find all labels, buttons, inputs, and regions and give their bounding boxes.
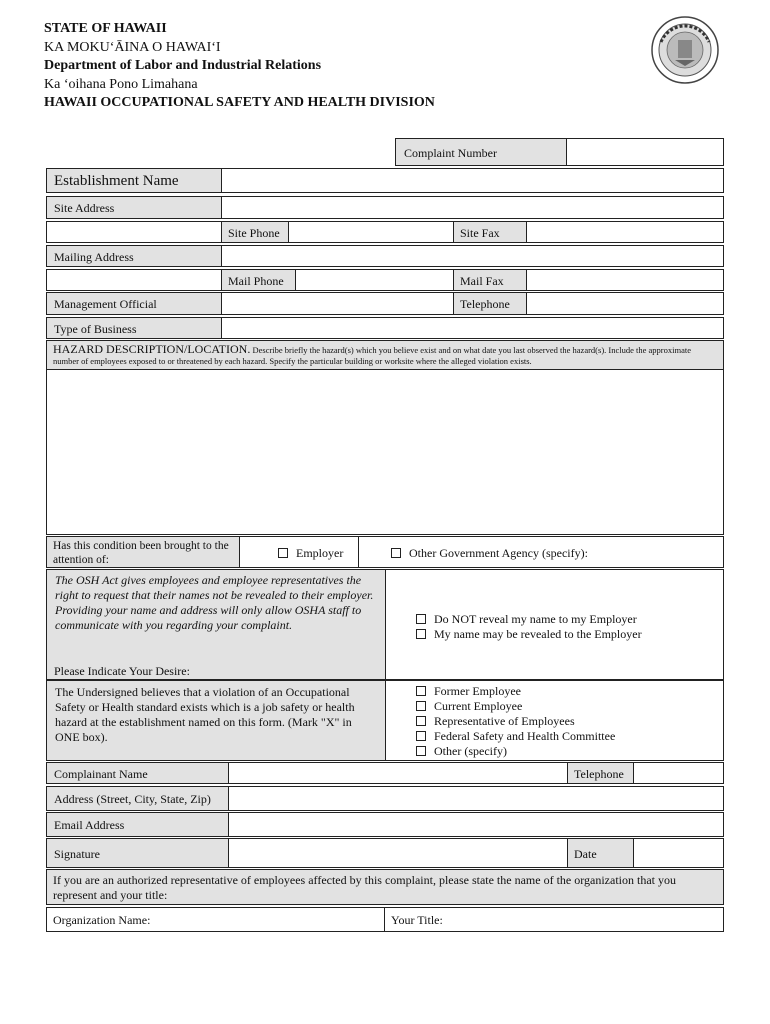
type-of-business-label: Type of Business [54,322,137,336]
state-title-hawaiian: KA MOKUʻĀINA O HAWAIʻI [44,39,221,55]
complainant-role-options-cell [385,680,724,761]
may-reveal-label: My name may be revealed to the Employer [434,627,642,641]
may-reveal-option[interactable] [416,627,642,641]
address-field[interactable] [228,786,724,811]
role-checkbox[interactable] [416,716,426,726]
other-agency-option-cell [358,536,724,568]
establishment-name-field[interactable] [221,168,724,193]
address-label: Address (Street, City, State, Zip) [54,792,211,806]
complainant-name-label: Complainant Name [54,767,148,781]
management-official-field[interactable] [221,292,454,315]
site-address-label-cell [46,196,222,219]
role-checkbox[interactable] [416,686,426,696]
complaint-number-label: Complaint Number [404,146,497,160]
site-address-label: Site Address [54,201,115,215]
site-phone-label: Site Phone [228,226,280,240]
role-option[interactable] [416,729,615,743]
site-fax-field[interactable] [526,221,724,243]
mailing-address-label: Mailing Address [54,250,134,264]
role-option[interactable] [416,684,521,698]
organization-name-field[interactable] [46,907,385,932]
representative-note: If you are an authorized representative of employees affected by this complaint, please state the name of the organization that you represent and your title: [53,873,676,902]
site-address-line2-field[interactable] [46,221,222,243]
state-title: STATE OF HAWAII [44,21,167,36]
other-agency-option-label: Other Government Agency (specify): [409,546,588,560]
site-phone-field[interactable] [288,221,454,243]
role-option[interactable] [416,714,575,728]
mail-fax-field[interactable] [526,269,724,291]
email-address-field[interactable] [228,812,724,837]
name-disclosure-options-cell [385,569,724,680]
email-address-label: Email Address [54,818,125,832]
letterhead [44,20,435,113]
complainant-name-field[interactable] [228,762,568,784]
telephone-label-cell [453,292,527,315]
date-field[interactable] [633,838,724,868]
role-label: Federal Safety and Health Committee [434,729,616,743]
your-title-label: Your Title: [391,913,443,927]
telephone-label: Telephone [460,297,510,311]
condition-question: Has this condition been brought to the attention of: [53,540,229,566]
state-seal-icon [651,16,719,84]
telephone-field[interactable] [526,292,724,315]
role-label: Other (specify) [434,744,507,758]
complainant-telephone-label: Telephone [574,767,624,781]
hazard-description-instructions: Describe briefly the hazard(s) which you believe exist and on what date you last observed the hazard(s). Include the approximate number of employees exposed to or threatened by each hazard. Specify the particular building or worksite where the alleged violation exists. [53,345,691,366]
role-option[interactable] [416,699,522,713]
role-checkbox[interactable] [416,731,426,741]
mail-phone-label-cell [221,269,296,291]
site-fax-label-cell [453,221,527,243]
role-label: Former Employee [434,684,521,698]
date-label: Date [574,847,597,861]
hazard-description-header [46,340,724,370]
condition-question-cell [46,536,240,568]
management-official-label: Management Official [54,297,157,311]
type-of-business-label-cell [46,317,222,339]
management-official-label-cell [46,292,222,315]
undersigned-statement-cell [46,680,386,761]
email-address-label-cell [46,812,229,837]
site-address-field[interactable] [221,196,724,219]
osh-act-notice: The OSH Act gives employees and employee representatives the right to request that their names not be revealed to their employer. Providing your name and address will only allow OSHA staff to communicate with you regarding your complaint. [55,573,374,632]
complainant-telephone-field[interactable] [633,762,724,784]
complainant-telephone-label-cell [567,762,634,784]
site-phone-label-cell [221,221,289,243]
address-label-cell [46,786,229,811]
do-not-reveal-checkbox[interactable] [416,614,426,624]
employer-option-label: Employer [296,546,344,560]
organization-name-label: Organization Name: [53,913,151,927]
complaint-number-label-cell [395,138,567,166]
hazard-description-field[interactable] [46,369,724,535]
may-reveal-checkbox[interactable] [416,629,426,639]
department-name: Department of Labor and Industrial Relations [44,58,322,73]
mail-fax-label: Mail Fax [460,274,504,288]
complaint-number-field[interactable] [566,138,724,166]
complainant-name-label-cell [46,762,229,784]
osh-act-notice-cell [46,569,386,680]
signature-label-cell [46,838,229,868]
indicate-desire-label: Please Indicate Your Desire: [54,664,190,678]
mail-phone-label: Mail Phone [228,274,284,288]
division-name: HAWAII OCCUPATIONAL SAFETY AND HEALTH DIVISION [44,95,435,110]
your-title-field[interactable] [384,907,724,932]
role-checkbox[interactable] [416,701,426,711]
date-label-cell [567,838,634,868]
mail-phone-field[interactable] [295,269,454,291]
employer-checkbox[interactable] [278,548,288,558]
do-not-reveal-option[interactable] [416,612,637,626]
signature-label: Signature [54,847,100,861]
type-of-business-field[interactable] [221,317,724,339]
mail-fax-label-cell [453,269,527,291]
role-option[interactable] [416,744,507,758]
role-checkbox[interactable] [416,746,426,756]
other-agency-option[interactable] [391,546,588,560]
mailing-address-label-cell [46,245,222,267]
department-name-hawaiian: Ka ʻoihana Pono Limahana [44,76,198,92]
establishment-name-label: Establishment Name [54,173,179,189]
role-label: Current Employee [434,699,523,713]
other-agency-checkbox[interactable] [391,548,401,558]
role-label: Representative of Employees [434,714,575,728]
employer-option-cell [239,536,359,568]
signature-field[interactable] [228,838,568,868]
hazard-description-text [53,344,719,366]
do-not-reveal-label: Do NOT reveal my name to my Employer [434,612,637,626]
employer-option[interactable] [278,546,343,560]
establishment-name-label-cell [46,168,222,193]
site-fax-label: Site Fax [460,226,500,240]
undersigned-statement: The Undersigned believes that a violation of an Occupational Safety or Health standard exists which is a job safety or health hazard at the establishment named on this form. (Mark "X" in ONE box). [55,685,355,744]
hazard-description-title: HAZARD DESCRIPTION/LOCATION. [53,342,251,356]
representative-note-cell [46,869,724,905]
mailing-address-field[interactable] [221,245,724,267]
mailing-address-line2-field[interactable] [46,269,222,291]
